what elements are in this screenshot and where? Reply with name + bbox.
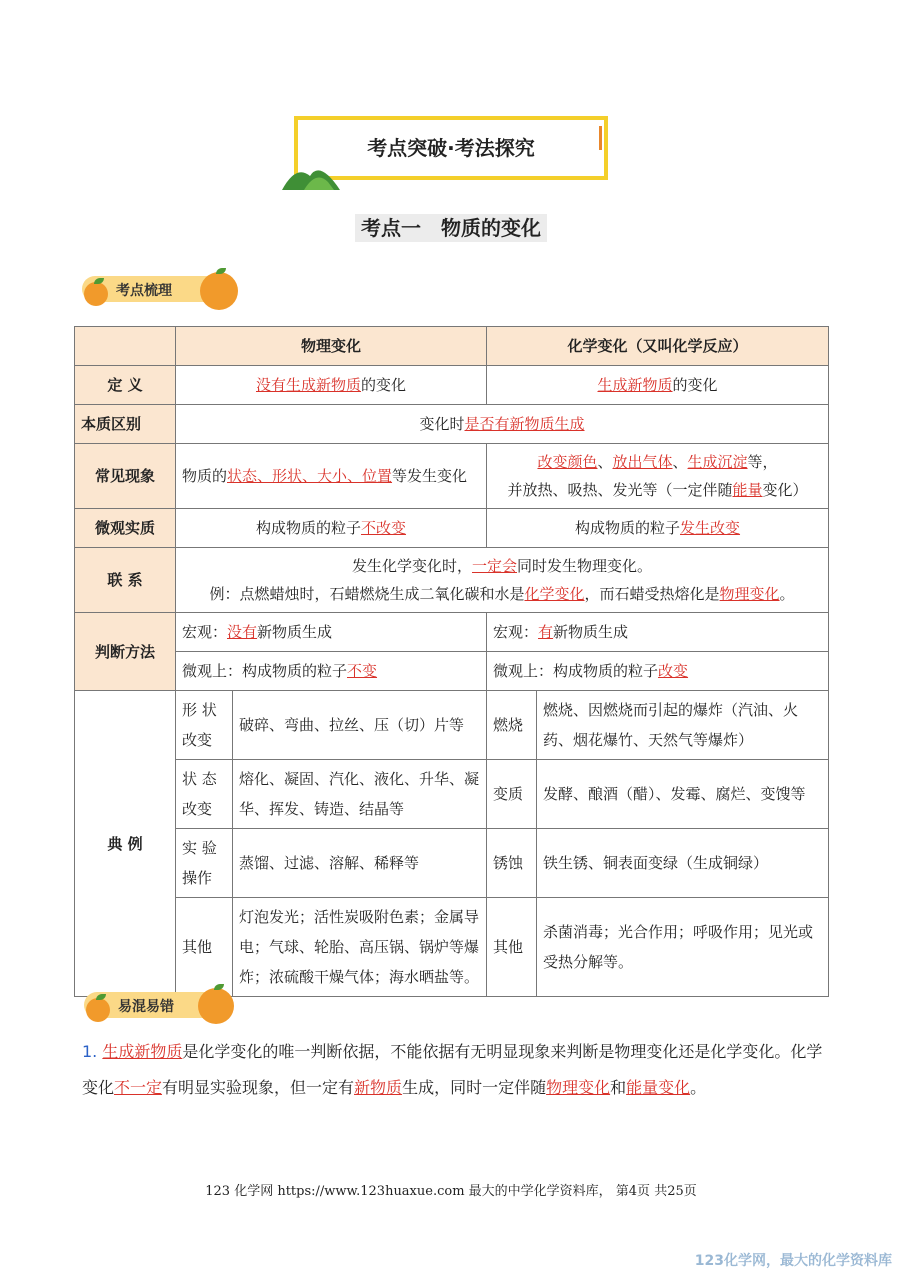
row-label-essence: 本质区别 (75, 405, 176, 444)
table-row (75, 760, 829, 829)
section-title: 考点一 物质的变化 (0, 212, 902, 241)
cell-judge-chemical-macro: 宏观：有新物质生成 (487, 613, 829, 652)
row-label-phenomena: 常见现象 (75, 444, 176, 509)
corner-cell (75, 327, 176, 366)
table-row (75, 691, 829, 760)
ex-physical-value: 灯泡发光；活性炭吸附色素；金属导电；气球、轮胎、高压锅、锅炉等爆炸；浓硫酸干燥气体；海水晒盐等。 (233, 898, 487, 997)
ex-chemical-value: 铁生锈、铜表面变绿（生成铜绿） (537, 829, 829, 898)
ex-chemical-value: 燃烧、因燃烧而引起的爆炸（汽油、火药、烟花爆竹、天然气等爆炸） (537, 691, 829, 760)
row-label-judge: 判断方法 (75, 613, 176, 691)
tag-yihun-yicuo (84, 988, 244, 1020)
cell-judge-chemical-micro: 微观上：构成物质的粒子改变 (487, 652, 829, 691)
table-header-row (75, 327, 829, 366)
orange-icon (86, 998, 110, 1022)
page-footer: 123 化学网 https://www.123huaxue.com 最大的中学化学资料库， 第4页 共25页 (205, 1184, 697, 1199)
ex-chemical-value: 杀菌消毒；光合作用；呼吸作用；见光或受热分解等。 (537, 898, 829, 997)
cell-micro-chemical: 构成物质的粒子发生改变 (487, 509, 829, 548)
row-label-examples: 典 例 (75, 691, 176, 997)
table-row (75, 366, 829, 405)
cell-micro-physical: 构成物质的粒子不改变 (176, 509, 487, 548)
cell-phen-physical: 物质的状态、形状、大小、位置等发生变化 (176, 444, 487, 509)
ex-chemical-value: 发酵、酿酒（醋）、发霉、腐烂、变馊等 (537, 760, 829, 829)
orange-icon (200, 272, 238, 310)
row-label-definition: 定 义 (75, 366, 176, 405)
cell-def-physical: 没有生成新物质的变化 (176, 366, 487, 405)
orange-icon (198, 988, 234, 1024)
table-row (75, 405, 829, 444)
tag-label: 考点梳理 (116, 283, 172, 299)
title-banner (294, 116, 608, 180)
cell-def-chemical: 生成新物质的变化 (487, 366, 829, 405)
row-label-micro: 微观实质 (75, 509, 176, 548)
ex-chemical-key: 燃烧 (487, 691, 537, 760)
ex-physical-value: 破碎、弯曲、拉丝、压（切）片等 (233, 691, 487, 760)
ex-physical-key: 其他 (176, 898, 233, 997)
ex-physical-key: 状 态 改变 (176, 760, 233, 829)
table-row (75, 444, 829, 509)
ex-chemical-key: 变质 (487, 760, 537, 829)
comparison-table (74, 326, 829, 997)
easy-confuse-paragraph: 1. 生成新物质是化学变化的唯一判断依据，不能依据有无明显现象来判断是物理变化还是化学变化。化学变化不一定有明显实验现象，但一定有新物质生成，同时一定伴随物理变化和能量变化。 (82, 1042, 823, 1097)
cell-essence: 变化时是否有新物质生成 (176, 405, 829, 444)
banner-title: 考点突破·考法探究 (367, 136, 535, 160)
table-row (75, 898, 829, 997)
table-row (75, 509, 829, 548)
col-header-physical: 物理变化 (176, 327, 487, 366)
cell-relation: 发生化学变化时，一定会同时发生物理变化。 例：点燃蜡烛时，石蜡燃烧生成二氧化碳和水是化学变化，而石蜡受热熔化是物理变化。 (176, 548, 829, 613)
row-label-relation: 联 系 (75, 548, 176, 613)
ex-physical-key: 形 状 改变 (176, 691, 233, 760)
orange-icon (84, 282, 108, 306)
ex-chemical-key: 其他 (487, 898, 537, 997)
table-row (75, 652, 829, 691)
ex-chemical-key: 锈蚀 (487, 829, 537, 898)
table-row (75, 829, 829, 898)
cell-phen-chemical: 改变颜色、放出气体、生成沉淀等， 并放热、吸热、发光等（一定伴随能量变化） (487, 444, 829, 509)
tag-kaodian-shuli (82, 272, 242, 304)
hills-icon (282, 160, 340, 190)
ex-physical-value: 蒸馏、过滤、溶解、稀释等 (233, 829, 487, 898)
ex-physical-key: 实 验 操作 (176, 829, 233, 898)
watermark: 123化学网，最大的化学资料库 (694, 1253, 892, 1269)
table-row (75, 548, 829, 613)
col-header-chemical: 化学变化（又叫化学反应） (487, 327, 829, 366)
tag-label: 易混易错 (118, 999, 174, 1015)
ex-physical-value: 熔化、凝固、汽化、液化、升华、凝华、挥发、铸造、结晶等 (233, 760, 487, 829)
table-row (75, 613, 829, 652)
cell-judge-physical-macro: 宏观：没有新物质生成 (176, 613, 487, 652)
cell-judge-physical-micro: 微观上：构成物质的粒子不变 (176, 652, 487, 691)
